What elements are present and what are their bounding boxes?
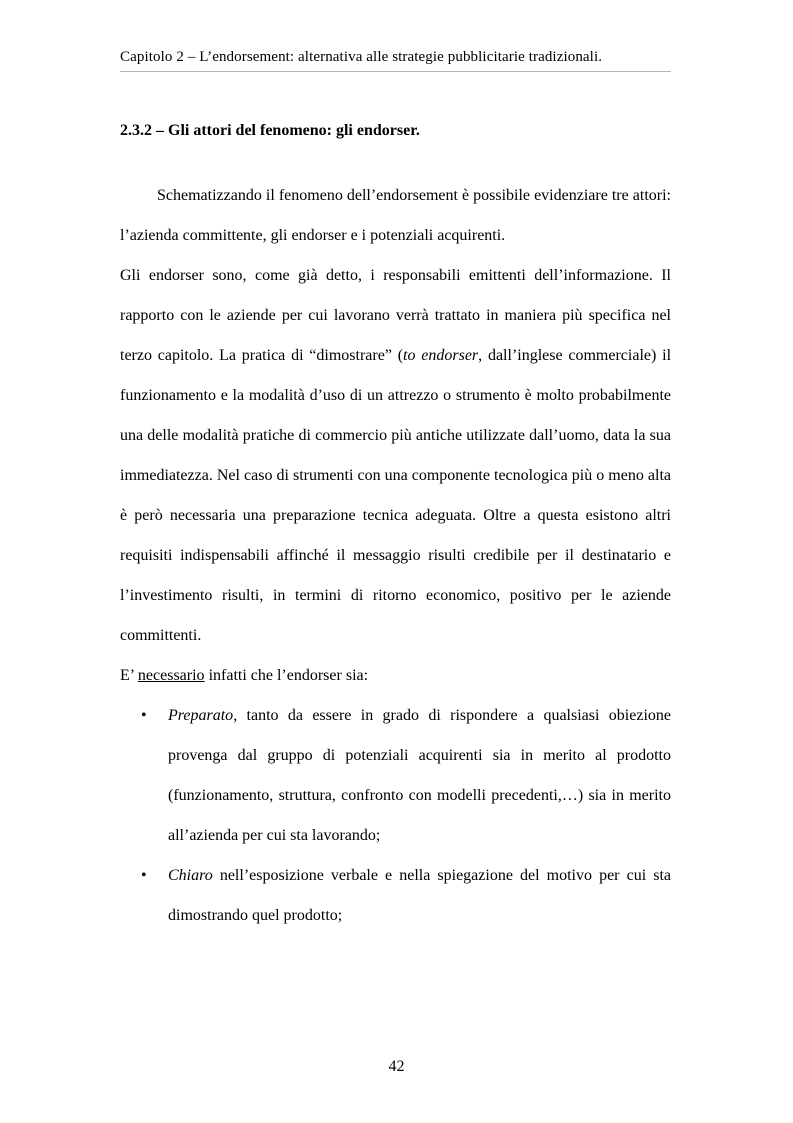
requirements-list — [120, 696, 671, 936]
list-item-chiaro — [120, 856, 671, 936]
running-header: Capitolo 2 – L’endorsement: alternativa alle strategie pubblicitarie tradizionali. — [120, 49, 603, 65]
paragraph-endorser-role — [120, 256, 671, 656]
requirements-intro-suffix: infatti che l’endorser sia: — [204, 667, 369, 684]
italic-term-to-endorser: to endorser — [403, 347, 479, 364]
list-item-text: , tanto da essere in grado di rispondere a qualsiasi obiezione provenga dal gruppo di potenziali acquirenti sia in merito al prodotto (funzionamento, struttura, confronto con modelli precedenti,…) sia in merito all’azienda per cui sta lavorando; — [168, 707, 671, 844]
section-title: 2.3.2 – Gli attori del fenomeno: gli endorser. — [120, 122, 420, 139]
body-text — [120, 176, 671, 936]
paragraph-intro: Schematizzando il fenomeno dell’endorsement è possibile evidenziare tre attori: l’azienda committente, gli endorser e i potenziali acquirenti. — [120, 187, 671, 244]
requirements-intro-prefix: E’ — [120, 667, 138, 684]
paragraph-endorser-role-text-start: Gli endorser sono, come già detto, i responsabili emittenti dell’informazione. Il rapporto con le aziende per cui lavorano verrà trattato in maniera più specifica nel terzo capitolo. La pratica di “dimostrare” ( — [120, 267, 671, 364]
list-item-term: Chiaro — [168, 867, 213, 884]
list-item-preparato — [120, 696, 671, 856]
paragraph-endorser-role-text-end: , dall’inglese commerciale) il funzionamento e la modalità d’uso di un attrezzo o strumento è molto probabilmente una delle modalità pratiche di commercio più antiche utilizzate dall’uomo, data la sua immediatezza. Nel caso di strumenti con una componente tecnologica più o meno alta è però necessaria una preparazione tecnica adeguata. Oltre a questa esistono altri requisiti indispensabili affinché il messaggio risulti credibile per il destinatario e l’investimento risulti, in termini di ritorno economico, positivo per le aziende committenti. — [120, 347, 672, 644]
header-divider — [120, 71, 671, 72]
paragraph-requirements-intro — [120, 656, 671, 696]
list-item-term: Preparato — [168, 707, 234, 724]
bullet-icon: • — [141, 707, 147, 724]
page-number: 42 — [388, 1058, 405, 1075]
underlined-word-necessario: necessario — [137, 667, 205, 684]
list-item-text: nell’esposizione verbale e nella spiegazione del motivo per cui sta dimostrando quel prodotto; — [168, 867, 671, 924]
bullet-icon: • — [141, 867, 147, 884]
